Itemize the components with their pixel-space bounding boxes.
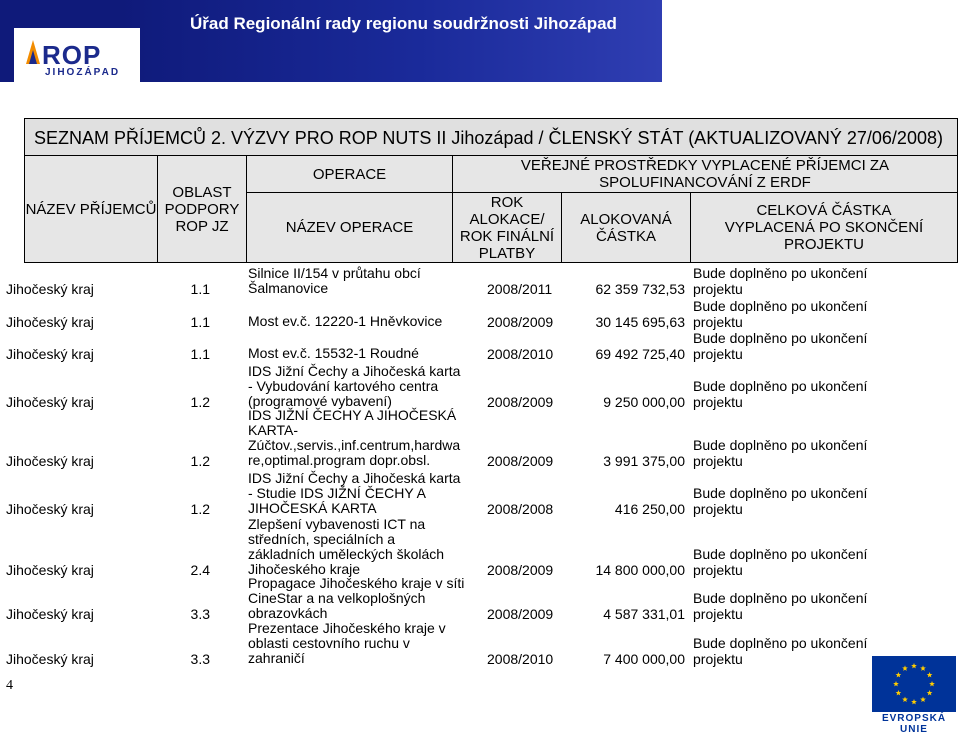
cell-rok: 2008/2010 (487, 651, 554, 667)
cell-nazev-operace: Silnice II/154 v průtahu obcí Šalmanovice (248, 265, 421, 296)
cell-prijemce: Jihočeský kraj (6, 562, 94, 578)
cell-nazev-operace: Zlepšení vybavenosti ICT na středních, speciálních a základních uměleckých školách Jihočeského kraje (248, 516, 445, 577)
eu-star (896, 672, 902, 677)
eu-star (911, 699, 917, 704)
cell-oblast: 1.2 (190, 394, 210, 410)
cell-prijemce: Jihočeský kraj (6, 501, 94, 517)
eu-star (927, 672, 933, 677)
eu-label: EVROPSKÁ UNIE (881, 713, 947, 735)
header-nazev-prijemcu: NÁZEV PŘÍJEMCŮ (24, 155, 158, 263)
cell-castka: 3 991 375,00 (603, 453, 685, 469)
cell-celkova: Bude doplněno po ukončení projektu (693, 437, 868, 469)
cell-oblast: 3.3 (190, 606, 210, 622)
cell-celkova: Bude doplněno po ukončení projektu (693, 378, 868, 410)
eu-star (893, 681, 899, 686)
cell-rok: 2008/2009 (487, 394, 554, 410)
eu-star (929, 681, 935, 686)
cell-prijemce: Jihočeský kraj (6, 606, 94, 622)
cell-castka: 416 250,00 (614, 501, 685, 517)
cell-castka: 30 145 695,63 (595, 314, 685, 330)
cell-prijemce: Jihočeský kraj (6, 453, 94, 469)
cell-castka: 4 587 331,01 (603, 606, 685, 622)
eu-stars-icon (872, 656, 956, 712)
cell-oblast: 1.2 (190, 501, 210, 517)
document-title: SEZNAM PŘÍJEMCŮ 2. VÝZVY PRO ROP NUTS II Jihozápad / ČLENSKÝ STÁT (AKTUALIZOVANÝ 27/06/2008) (34, 128, 943, 148)
cell-castka: 7 400 000,00 (603, 651, 685, 667)
cell-nazev-operace: IDS JIŽNÍ ČECHY A JIHOČESKÁ KARTA- Zúčtov.,servis.,inf.centrum,hardwa re,optimal.program dopr.obsl. (248, 407, 461, 468)
header-operace: OPERACE (246, 155, 453, 193)
cell-castka: 62 359 732,53 (595, 281, 685, 297)
cell-nazev-operace: IDS Jižní Čechy a Jihočeská karta - Studie IDS JIŽNÍ ČECHY A JIHOČESKÁ KARTA (248, 470, 461, 516)
page-number: 4 (6, 678, 13, 693)
header-verejne-prostredky: VEŘEJNÉ PROSTŘEDKY VYPLACENÉ PŘÍJEMCI ZA SPOLUFINANCOVÁNÍ Z ERDF (452, 155, 958, 193)
cell-prijemce: Jihočeský kraj (6, 281, 94, 297)
cell-oblast: 1.1 (190, 346, 210, 362)
header-banner (0, 0, 662, 82)
cell-celkova: Bude doplněno po ukončení projektu (693, 265, 868, 297)
cell-rok: 2008/2009 (487, 562, 554, 578)
logo-text: ROP (42, 40, 102, 70)
cell-castka: 14 800 000,00 (595, 562, 685, 578)
cell-celkova: Bude doplněno po ukončení projektu (693, 635, 868, 667)
header-rok-alokace: ROK ALOKACE/ ROK FINÁLNÍ PLATBY (452, 192, 562, 263)
office-title: Úřad Regionální rady regionu soudržnosti Jihozápad (190, 14, 617, 33)
cell-oblast: 2.4 (190, 562, 210, 578)
header-oblast-podpory: OBLAST PODPORY ROP JZ (157, 155, 247, 263)
cell-prijemce: Jihočeský kraj (6, 651, 94, 667)
cell-prijemce: Jihočeský kraj (6, 314, 94, 330)
cell-rok: 2008/2009 (487, 314, 554, 330)
eu-star (902, 665, 908, 670)
cell-nazev-operace: Most ev.č. 15532-1 Roudné (248, 345, 419, 361)
cell-rok: 2008/2009 (487, 606, 554, 622)
eu-star (927, 690, 933, 695)
header-nazev-operace: NÁZEV OPERACE (246, 192, 453, 263)
cell-prijemce: Jihočeský kraj (6, 394, 94, 410)
header-alokovana-castka: ALOKOVANÁ ČÁSTKA (561, 192, 691, 263)
cell-rok: 2008/2008 (487, 501, 554, 517)
cell-rok: 2008/2010 (487, 346, 554, 362)
cell-celkova: Bude doplněno po ukončení projektu (693, 330, 868, 362)
eu-star (920, 665, 926, 670)
cell-castka: 69 492 725,40 (595, 346, 685, 362)
rop-logo-mark-icon (24, 36, 42, 66)
cell-oblast: 1.2 (190, 453, 210, 469)
logo-subtext: JIHOZÁPAD (45, 67, 121, 78)
cell-prijemce: Jihočeský kraj (6, 346, 94, 362)
cell-celkova: Bude doplněno po ukončení projektu (693, 546, 868, 578)
cell-nazev-operace: Propagace Jihočeského kraje v síti CineStar a na velkoplošných obrazovkách (248, 575, 465, 621)
cell-oblast: 1.1 (190, 314, 210, 330)
eu-star (920, 697, 926, 702)
cell-celkova: Bude doplněno po ukončení projektu (693, 485, 868, 517)
cell-nazev-operace: Prezentace Jihočeského kraje v oblasti cestovního ruchu v zahraničí (248, 620, 446, 666)
cell-castka: 9 250 000,00 (603, 394, 685, 410)
cell-rok: 2008/2009 (487, 453, 554, 469)
cell-oblast: 3.3 (190, 651, 210, 667)
eu-star (911, 663, 917, 668)
eu-flag (872, 656, 956, 712)
cell-nazev-operace: IDS Jižní Čechy a Jihočeská karta - Vybudování kartového centra (programové vybavení) (248, 363, 461, 409)
cell-celkova: Bude doplněno po ukončení projektu (693, 298, 868, 330)
cell-nazev-operace: Most ev.č. 12220-1 Hněvkovice (248, 313, 443, 329)
header-celkova-castka: CELKOVÁ ČÁSTKA VYPLACENÁ PO SKONČENÍ PROJEKTU (690, 192, 958, 263)
eu-star (896, 690, 902, 695)
eu-star (902, 697, 908, 702)
cell-rok: 2008/2011 (487, 281, 553, 297)
cell-oblast: 1.1 (190, 281, 210, 297)
banner-stripe (120, 0, 662, 82)
cell-celkova: Bude doplněno po ukončení projektu (693, 590, 868, 622)
